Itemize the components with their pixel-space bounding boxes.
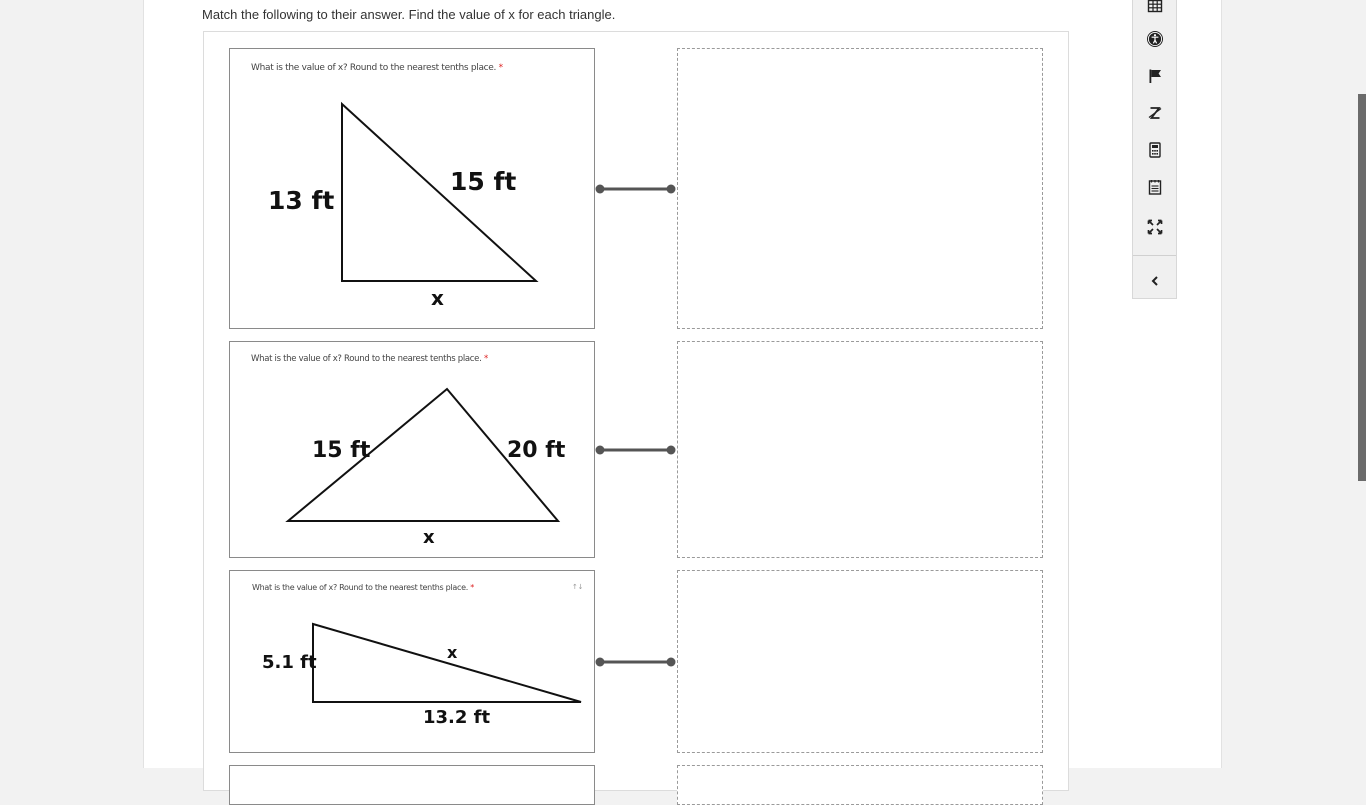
notepad-icon[interactable] bbox=[1133, 172, 1176, 202]
collapse-chevron-icon[interactable] bbox=[1133, 266, 1176, 296]
side-label-x: x bbox=[423, 527, 435, 548]
side-label-20ft: 20 ft bbox=[507, 438, 566, 463]
prompt-card-1[interactable] bbox=[229, 48, 595, 329]
prompt-card-4[interactable] bbox=[229, 765, 595, 805]
side-label-13-2ft: 13.2 ft bbox=[423, 707, 491, 728]
answer-drop-zone-1[interactable] bbox=[677, 48, 1043, 329]
required-mark: * bbox=[483, 354, 488, 364]
answer-drop-zone-2[interactable] bbox=[677, 341, 1043, 558]
table-icon[interactable] bbox=[1133, 0, 1176, 21]
answer-drop-zone-4[interactable] bbox=[677, 765, 1043, 805]
corner-mark: ↑↓ bbox=[572, 583, 584, 591]
question-text-1: What is the value of x? Round to the nearest tenths place. * bbox=[251, 63, 503, 73]
scrollbar-thumb[interactable] bbox=[1358, 94, 1366, 481]
triangle-figure-3 bbox=[230, 571, 594, 752]
prompt-card-2[interactable] bbox=[229, 341, 595, 558]
flag-icon[interactable] bbox=[1133, 61, 1176, 91]
calculator-icon[interactable] bbox=[1133, 135, 1176, 165]
strikethrough-icon[interactable] bbox=[1133, 98, 1176, 128]
question-text-2: What is the value of x? Round to the nearest tenths place. * bbox=[251, 354, 488, 364]
connector-1[interactable] bbox=[594, 183, 678, 195]
side-label-13ft: 13 ft bbox=[268, 186, 335, 215]
connector-2[interactable] bbox=[594, 444, 678, 456]
accessibility-icon[interactable] bbox=[1133, 24, 1176, 54]
answer-drop-zone-3[interactable] bbox=[677, 570, 1043, 753]
tool-rail bbox=[1132, 0, 1177, 299]
side-label-5-1ft: 5.1 ft bbox=[262, 652, 317, 673]
required-mark: * bbox=[470, 583, 474, 592]
question-text-3: What is the value of x? Round to the nearest tenths place. * bbox=[252, 583, 474, 592]
instructions-text: Match the following to their answer. Find the value of x for each triangle. bbox=[202, 7, 616, 22]
required-mark: * bbox=[498, 63, 503, 73]
triangle-figure-1 bbox=[230, 49, 594, 328]
side-label-15ft: 15 ft bbox=[312, 438, 371, 463]
triangle-figure-2 bbox=[230, 342, 594, 557]
side-label-15ft: 15 ft bbox=[450, 167, 517, 196]
fullscreen-icon[interactable] bbox=[1133, 212, 1176, 242]
prompt-card-3[interactable] bbox=[229, 570, 595, 753]
side-label-x: x bbox=[431, 286, 444, 310]
connector-3[interactable] bbox=[594, 656, 678, 668]
rail-divider bbox=[1133, 255, 1176, 256]
side-label-x: x bbox=[447, 643, 458, 662]
